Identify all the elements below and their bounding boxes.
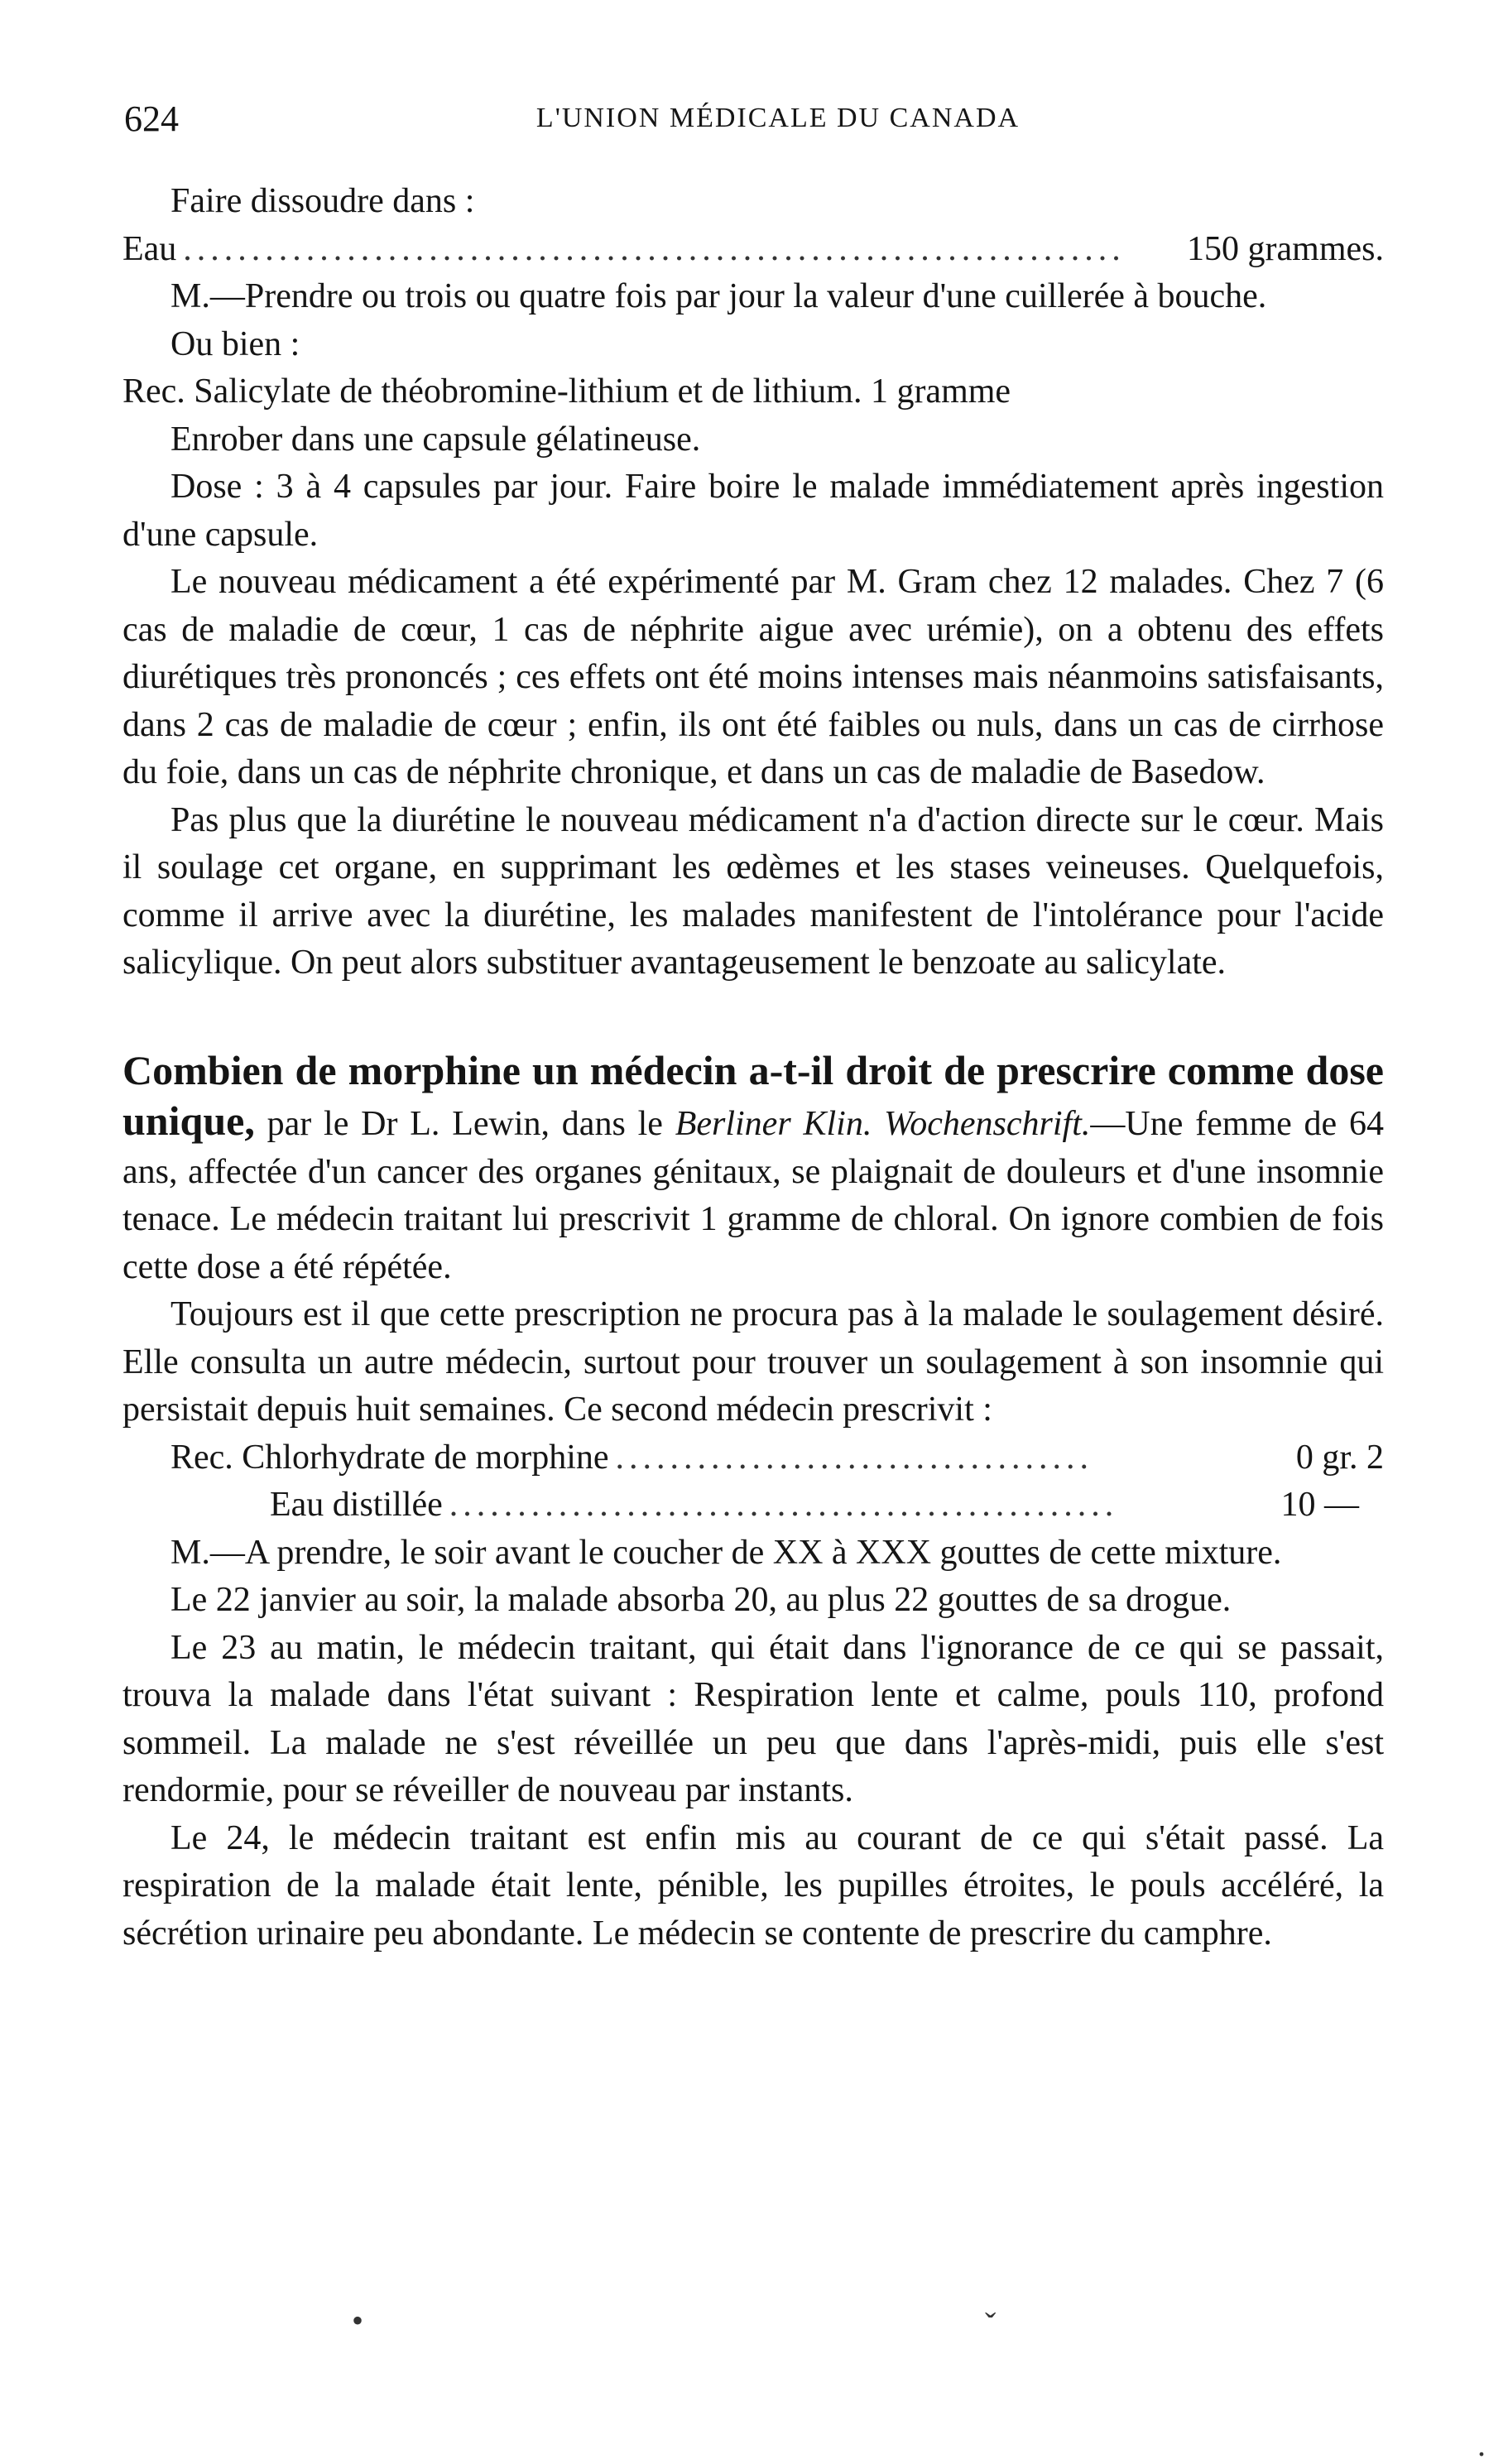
leader-dots: ................................................. [449,1486,1119,1524]
leader-dots: ................................... [615,1438,1094,1477]
section-gap [122,987,1384,1047]
ingredient-label: Rec. Chlorhydrate de morphine [170,1438,609,1477]
ingredient-row-eau [122,226,1384,274]
page-number: 624 [124,98,179,139]
ingredient-quantity: 0 gr. 2 [1295,1438,1384,1477]
print-speck: ˇ [985,2306,997,2343]
leader-dots: ..................................................................... [183,229,1126,268]
running-title: L'UNION MÉDICALE DU CANADA [535,103,1021,133]
ingredient-quantity: 10 — [1280,1486,1359,1524]
prescription-row-water [122,1482,1384,1530]
journal-name: Berliner Klin. Wochenschrift. [675,1105,1091,1143]
paragraph: Le 24, le médecin traitant est enfin mis au courant de ce qui s'était passé. La respiration de la malade était lente, pénible, les pupilles étroites, le pouls accéléré, la sécrétion urinaire peu abondante. Le médecin se contente de prescrire du camphre. [122,1818,1384,1952]
paragraph: M.—Prendre ou trois ou quatre fois par jour la valeur d'une cuillerée à bouche. [170,277,1267,315]
paragraph: Ou bien : [170,324,300,363]
instruction-dissolve: Faire dissoudre dans : [170,182,475,220]
article-body [122,178,1384,1957]
article-author: par le Dr L. Lewin, dans le [254,1105,675,1143]
paragraph: Toujours est il que cette prescription ne procura pas à la malade le soulagement désiré. Elle consulta un autre médecin, surtout pour trouver un soulagement à son insomnie qui persistait depuis huit semaines. Ce second médecin prescrivit : [122,1295,1384,1429]
paragraph: M.—A prendre, le soir avant le coucher de XX à XXX gouttes de cette mixture. [170,1533,1282,1572]
paragraph: Le 23 au matin, le médecin traitant, qui était dans l'ignorance de ce qui se passait, trouva la malade dans l'état suivant : Respiration lente et calme, pouls 110, profond sommeil. La malade ne s'est réveillée un peu que dans l'après-midi, puis elle s'est rendormie, pour se réveiller de nouveau par instants. [122,1628,1384,1809]
paragraph: Le nouveau médicament a été expérimenté par M. Gram chez 12 malades. Chez 7 (6 cas de maladie de cœur, 1 cas de néphrite aigue avec urémie), on a obtenu des effets diurétiques très prononcés ; ces effets ont été moins intenses mais néanmoins satisfaisants, dans 2 cas de maladie de cœur ; enfin, ils ont été faibles ou nuls, dans un cas de cirrhose du foie, dans un cas de néphrite chronique, et dans un cas de maladie de Basedow. [122,563,1384,791]
prescription-line: Rec. Salicylate de théobromine-lithium et de lithium. 1 gramme [122,372,1011,411]
prescription-row-morphine [122,1434,1384,1482]
paragraph: Le 22 janvier au soir, la malade absorba 20, au plus 22 gouttes de sa drogue. [170,1581,1232,1619]
print-speck: • [352,2302,364,2339]
page-header [124,98,1382,156]
print-speck: . [1477,2426,1486,2463]
article-lead: —Une femme de 64 ans, affectée d'un cancer des organes génitaux, se plaignait de douleurs et d'une insomnie tenace. Le médecin traitant lui prescrivit 1 gramme de chloral. On ignore combien de fois cette dose a été répétée. [122,1105,1384,1286]
paragraph: Pas plus que la diurétine le nouveau médicament n'a d'action directe sur le cœur. Mais il soulage cet organe, en supprimant les œdèmes et les stases veineuses. Quelquefois, comme il arrive avec la diurétine, les malades manifestent de l'intolérance pour l'acide salicylique. On peut alors substituer avantageusement le benzoate au salicylate. [122,800,1384,982]
article-heading: Combien de morphine un médecin a-t-il droit de prescrire comme dose unique, [122,1046,1384,1144]
article-heading-paragraph [122,1047,1384,1292]
ingredient-label: Eau distillée [270,1486,443,1524]
dosage-paragraph: Dose : 3 à 4 capsules par jour. Faire boire le malade immédiatement après ingestion d'une capsule. [122,468,1384,554]
ingredient-quantity: 150 grammes. [1187,229,1384,268]
ingredient-label: Eau [122,229,177,268]
paragraph: Enrober dans une capsule gélatineuse. [170,420,701,459]
